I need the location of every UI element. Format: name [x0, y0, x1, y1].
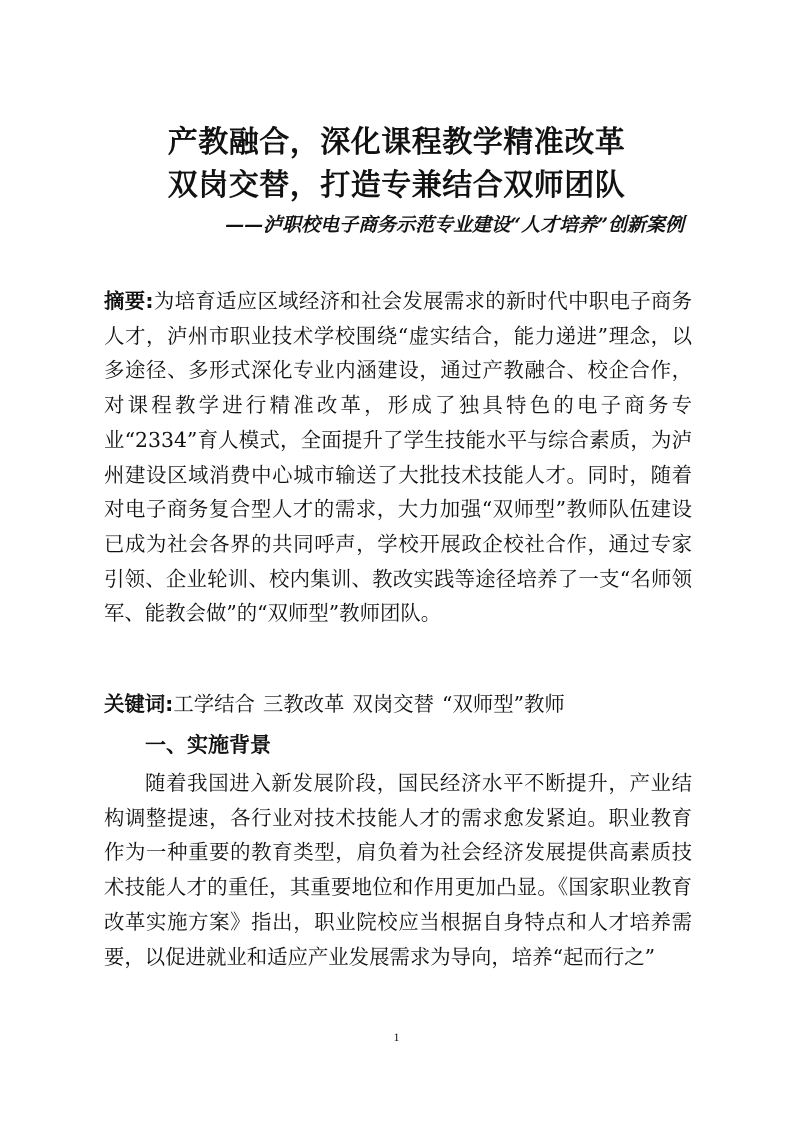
- section-heading: 一、实施背景: [145, 733, 271, 757]
- keyword-item: “双师型”教师: [442, 692, 565, 716]
- abstract-label: 摘要:: [104, 289, 154, 313]
- document-title-line-1: 产教融合，深化课程教学精准改革: [167, 125, 626, 160]
- keywords-label: 关键词:: [104, 692, 174, 716]
- keywords-line: [104, 687, 692, 722]
- keyword-item: 双岗交替: [352, 692, 435, 716]
- document-subtitle: ——泸职校电子商务示范专业建设“人才培养”创新案例: [225, 214, 684, 236]
- section-paragraph: 随着我国进入新发展阶段，国民经济水平不断提升，产业结构调整提速，各行业对技术技能人才的需求愈发紧迫。职业教育作为一种重要的教育类型，肩负着为社会经济发展提供高素质技术技能人才的重任，其重要地位和作用更加凸显。《国家职业教育改革实施方案》指出，职业院校应当根据自身特点和人才培养需要，以促进就业和适应产业发展需求为导向，培养“起而行之”: [104, 771, 692, 969]
- abstract-paragraph: [104, 284, 692, 631]
- abstract-text: 为培育适应区域经济和社会发展需求的新时代中职电子商务人才，泸州市职业技术学校围绕“虚实结合，能力递进”理念，以多途径、多形式深化专业内涵建设，通过产教融合、校企合作，对课程教学进行精准改革，形成了独具特色的电子商务专业“2334”育人模式，全面提升了学生技能水平与综合素质，为泸州建设区域消费中心城市输送了大批技术技能人才。同时，随着对电子商务复合型人才的需求，大力加强“双师型”教师队伍建设已成为社会各界的共同呼声，学校开展政企校社合作，通过专家引领、企业轮训、校内集训、教改实践等途径培养了一支“名师领军、能教会做”的“双师型”教师团队。: [104, 289, 693, 626]
- document-title-line-2: 双岗交替，打造专兼结合双师团队: [167, 168, 626, 203]
- page-number: 1: [393, 1030, 400, 1044]
- keyword-item: 工学结合: [173, 692, 255, 716]
- keyword-item: 三教改革: [262, 692, 345, 716]
